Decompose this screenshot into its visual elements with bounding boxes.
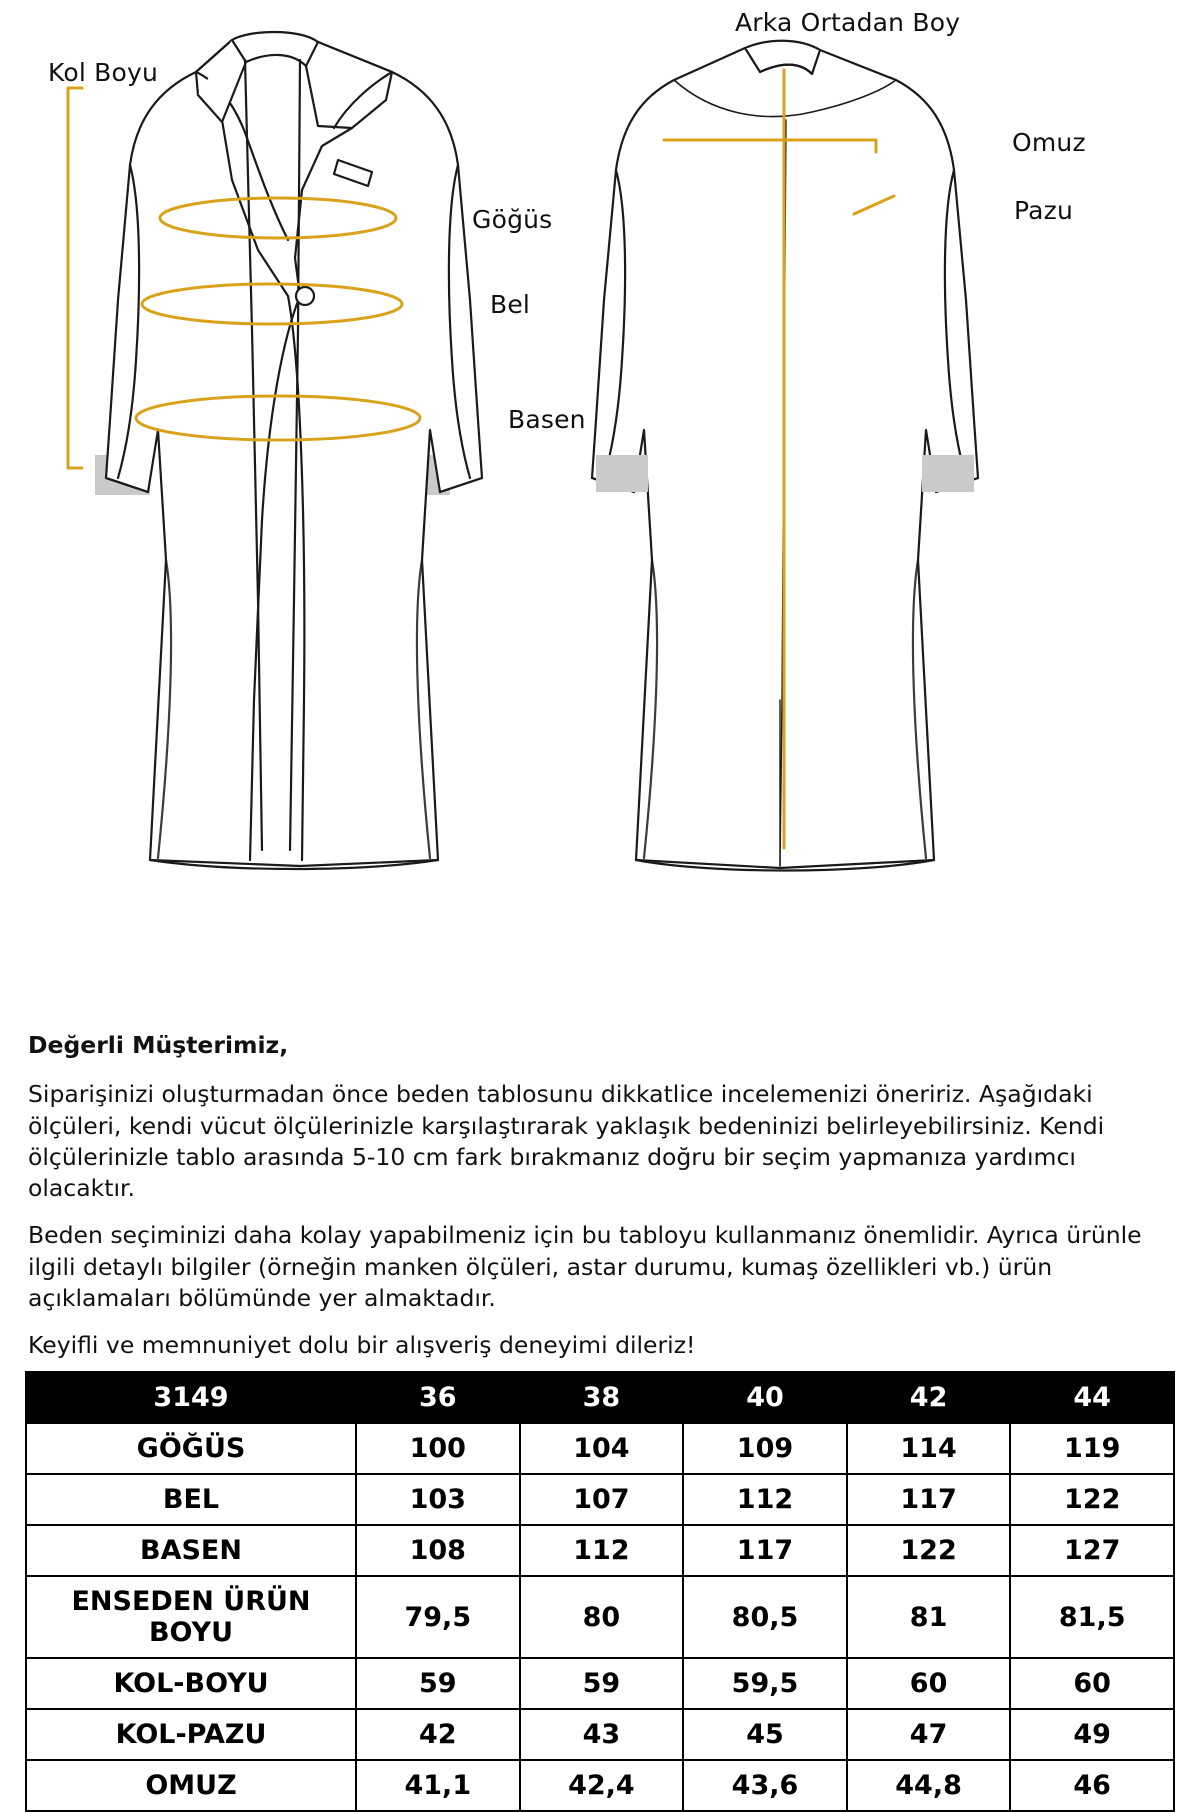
table-cell: 60	[1010, 1658, 1174, 1709]
row-label: KOL-PAZU	[26, 1709, 356, 1760]
kol-boyu-bracket	[68, 88, 82, 468]
table-cell: 80	[520, 1576, 684, 1658]
notice-salutation: Değerli Müşterimiz,	[28, 1031, 289, 1059]
table-cell: 79,5	[356, 1576, 520, 1658]
table-cell: 112	[520, 1525, 684, 1576]
row-label: KOL-BOYU	[26, 1658, 356, 1709]
table-header-cell: 42	[847, 1372, 1011, 1423]
table-cell: 42,4	[520, 1760, 684, 1811]
notice-paragraph-1: Siparişinizi oluşturmadan önce beden tablosunu dikkatlice incelemenizi öneririz. Aşağıdaki ölçüleri, kendi vücut ölçülerinizle karşılaştırarak yaklaşık bedeninizi belirleyebilirsiniz. Kendi ölçülerinizle tablo arasında 5-10 cm fark bırakmanız doğru bir seçim yapmanıza yardımcı olacaktır.	[28, 1080, 1105, 1202]
table-row	[26, 1760, 1174, 1811]
table-cell: 108	[356, 1525, 520, 1576]
table-cell: 119	[1010, 1423, 1174, 1474]
table-cell: 59,5	[683, 1658, 847, 1709]
table-cell: 122	[847, 1525, 1011, 1576]
table-cell: 80,5	[683, 1576, 847, 1658]
table-row	[26, 1709, 1174, 1760]
row-label: ENSEDEN ÜRÜN BOYU	[26, 1576, 356, 1658]
table-cell: 100	[356, 1423, 520, 1474]
notice-paragraph-3: Keyifli ve memnuniyet dolu bir alışveriş deneyimi dileriz!	[28, 1331, 696, 1359]
label-basen: Basen	[508, 405, 586, 434]
table-cell: 60	[847, 1658, 1011, 1709]
label-kol-boyu: Kol Boyu	[48, 58, 159, 87]
front-button	[296, 287, 314, 305]
table-cell: 41,1	[356, 1760, 520, 1811]
table-cell: 59	[520, 1658, 684, 1709]
table-row	[26, 1658, 1174, 1709]
front-coat-body	[106, 32, 482, 866]
table-cell: 107	[520, 1474, 684, 1525]
size-table	[25, 1371, 1175, 1812]
label-gogus: Göğüs	[472, 205, 553, 234]
table-cell: 46	[1010, 1760, 1174, 1811]
table-cell: 81,5	[1010, 1576, 1174, 1658]
table-cell: 47	[847, 1709, 1011, 1760]
table-cell: 43	[520, 1709, 684, 1760]
table-header-cell: 36	[356, 1372, 520, 1423]
row-label: GÖĞÜS	[26, 1423, 356, 1474]
table-header-cell: 44	[1010, 1372, 1174, 1423]
label-omuz: Omuz	[1012, 128, 1086, 157]
table-cell: 45	[683, 1709, 847, 1760]
table-cell: 49	[1010, 1709, 1174, 1760]
table-cell: 122	[1010, 1474, 1174, 1525]
table-cell: 103	[356, 1474, 520, 1525]
table-cell: 112	[683, 1474, 847, 1525]
table-cell: 43,6	[683, 1760, 847, 1811]
label-arka-ortadan-boy: Arka Ortadan Boy	[735, 8, 961, 37]
table-cell: 81	[847, 1576, 1011, 1658]
table-header-cell: 38	[520, 1372, 684, 1423]
table-cell: 42	[356, 1709, 520, 1760]
table-cell: 104	[520, 1423, 684, 1474]
table-cell: 117	[683, 1525, 847, 1576]
table-header-cell: 40	[683, 1372, 847, 1423]
table-cell: 117	[847, 1474, 1011, 1525]
row-label: OMUZ	[26, 1760, 356, 1811]
row-label: BASEN	[26, 1525, 356, 1576]
label-bel: Bel	[490, 290, 531, 319]
row-label: BEL	[26, 1474, 356, 1525]
notice-paragraph-2: Beden seçiminizi daha kolay yapabilmeniz için bu tabloyu kullanmanız önemlidir. Ayrıca ürünle ilgili detaylı bilgiler (örneğin manken ölçüleri, astar durumu, kumaş özellikleri vb.) ürün açıklamaları bölümünde yer almaktadır.	[28, 1221, 1142, 1312]
table-cell: 59	[356, 1658, 520, 1709]
table-row	[26, 1576, 1174, 1658]
table-cell: 109	[683, 1423, 847, 1474]
table-cell: 114	[847, 1423, 1011, 1474]
table-header-row	[26, 1372, 1174, 1423]
table-row	[26, 1423, 1174, 1474]
table-row	[26, 1525, 1174, 1576]
label-pazu: Pazu	[1014, 196, 1074, 225]
table-row	[26, 1474, 1174, 1525]
table-header-cell: 3149	[26, 1372, 356, 1423]
table-cell: 44,8	[847, 1760, 1011, 1811]
customer-notice	[0, 1030, 1200, 1361]
table-cell: 127	[1010, 1525, 1174, 1576]
